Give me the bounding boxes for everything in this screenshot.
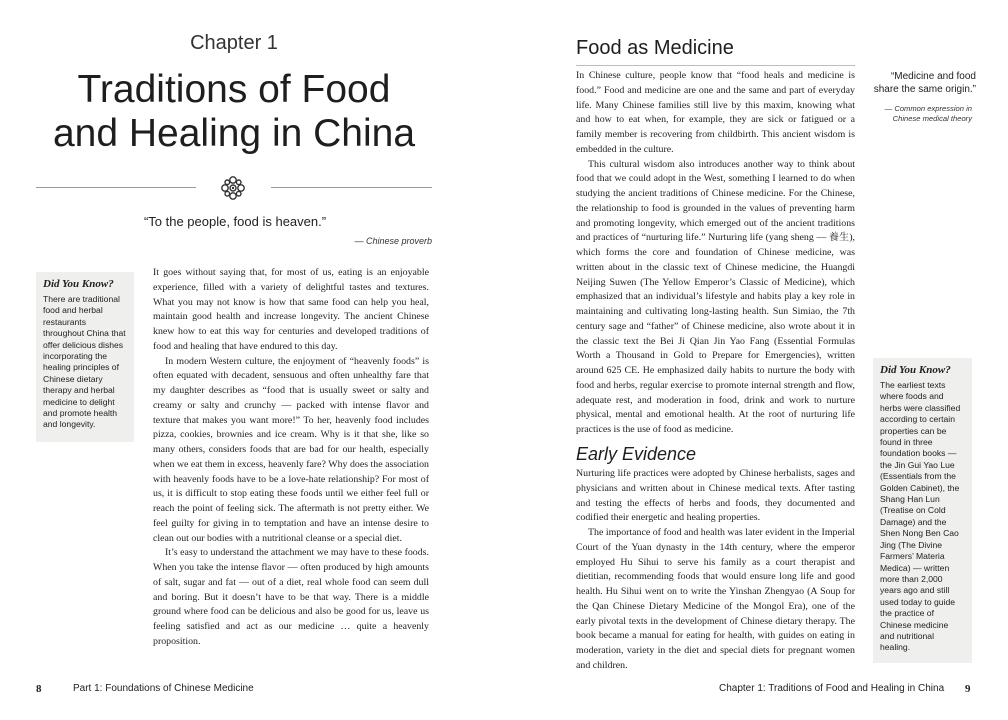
sidebar-body: There are traditional food and herbal restaurants throughout China that offer delicious dishes incorporating the healing principles of Chinese dietary therapy and herbal medicine to delight and promote health and longevity. [43,294,126,430]
page-number-left: 8 [36,683,42,695]
paragraph: In modern Western culture, the enjoyment of “heavenly foods” is often equated with decadent, sensuous and often unhealthy fare that my daughter describes as “food that is usually sweet or salty and creamy or salty and crunchy — packed with intense flavor and texture that makes you want more!” To her, heavenly food includes pizza, cookies, brownies and ice cream. Why is it that she, like so many others, considers foods that are bad for our health, especially when we eat them in excess, heavenly fare? Why does the association with heavenly foods have to be a love-hate relationship? For most of us, it is difficult to stop eating these foods until we either feel full or reach the point of feeling sick. The aftermath is not pretty either. We feel guilty for giving in to temptation and have an intense desire to clean out our bodies with a nutritional cleanse or a special diet. [153,355,429,544]
pull-quote-attribution: — Common expression in Chinese medical theory [884,104,972,123]
divider-left [36,187,196,188]
did-you-know-sidebar-left [36,272,134,442]
sidebar-title: Did You Know? [43,278,114,290]
right-body-text-2 [576,467,855,674]
running-head-right: Chapter 1: Traditions of Food and Healing in China [719,683,945,694]
pull-quote: “Medicine and food share the same origin.” [873,71,976,95]
page-number-right: 9 [965,683,971,695]
section-heading: Food as Medicine [576,37,734,59]
chapter-title-line-1: Traditions of Food [77,68,391,111]
chapter-title-line-2: and Healing in China [52,112,416,155]
epigraph: “To the people, food is heaven.” [143,214,327,229]
epigraph-attribution: — Chinese proverb [354,236,432,246]
paragraph: It’s easy to understand the attachment we may have to these foods. When you take the intense flavor — often produced by high amounts of salt, sugar and fat — out of a diet, real whole food can seem dull and boring. But it doesn’t have to be that way. There is a middle ground where food can be delicious and also be good for us, leave us feeling satisfied and act as our medicine … quite a heavenly proposition. [153,547,429,647]
paragraph: The importance of food and health was later evident in the Imperial Court of the Yuan dynasty in the 14th century, where the emperor employed Hu Sihui to serve his family as a court therapist and dietitian, recommending foods that would ensure long life and good health. Hu Sihui went on to write the Yinshan Zhengyao (A Soup for the Qan Chinese Dietary Medicine of the Mongol Era), one of the early pivotal texts in the development of Chinese dietary therapy. The book became a manual for eating for health, with guides on eating in moderation, variety in the diet and special diets for pregnant women and children. [576,527,855,671]
subheading: Early Evidence [576,444,697,464]
heading-rule [576,65,855,66]
paragraph: This cultural wisdom also introduces another way to think about food that we could adopt in the West, something I learned to do when studying the ancient traditions of Chinese medicine. For the Chinese, the relationship to food is grounded in the values of preventing harm and promoting longevity, which emerged out of the ancient traditions and practices of “nurturing life.” Nurturing life (yang sheng — 養生), which forms the core and foundation of Chinese medicine, was written about in the classic text of Chinese medicine, the Huangdi Neijing Suwen (The Yellow Emperor’s Classic of Medicine), which emphasized that an individual’s lifestyle and habits play a key role in maintaining and cultivating long-lasting health. Sun Simiao, the 7th century sage and “father” of Chinese medicine, also wrote about it in the classic text the Bei Ji Qian Jin Yao Fang (Essential Formulas Worth a Thousand in Gold to Prepare for Emergencies), written around 625 CE. He emphasized daily habits to nurture the body with food and herbs, regular exercise to promote internal strength and flow, adequate rest, and moderation in food, drink and work to nurture physical, mental and emotional health. At the root of nurturing life practices is the use of food as medicine. [576,158,855,435]
paragraph: Nurturing life practices were adopted by Chinese herbalists, sages and physicians and written about in Chinese medical texts. After tasting and testing the effects of herbs and foods, they documented and codified their energetic and healing properties. [576,468,855,524]
sidebar-body: The earliest texts where foods and herbs were classified according to certain properties can be found in three foundation books — the Jin Gui Yao Lue (Essentials from the Golden Cabinet), the Shang Han Lun (Treatise on Cold Damage) and the Shen Nong Ben Cao Jing (The Divine Farmers’ Materia Medica) — written more than 2,000 years ago and still used today to guide the practice of Chinese medicine and nutritional healing. [880,380,961,653]
paragraph: In Chinese culture, people know that “food heals and medicine is food.” Food and medicine are one and the same and part of everyday life. Many Chinese families still live by this maxim, knowing what and how to eat when, for example, they are sick or fatigued or a family member is recovering from childbirth. This ancient wisdom is embedded in the culture. [576,70,855,155]
chapter-title [36,68,432,156]
chapter-label: Chapter 1 [190,32,278,54]
did-you-know-sidebar-right [873,358,972,663]
sidebar-title: Did You Know? [880,364,951,376]
divider-right [271,187,432,188]
running-head-left: Part 1: Foundations of Chinese Medicine [73,683,254,694]
flower-ornament-icon [220,175,246,201]
left-body-text [153,266,429,650]
right-body-text [576,69,855,438]
paragraph: It goes without saying that, for most of us, eating is an enjoyable experience, filled with a variety of delightful tastes and textures. What you may not know is how that same food can help you heal, maintain good health and increase longevity. The ancient Chinese knew how to eat this way for centuries and developed traditions of food and healing that have endured to this day. [153,267,429,352]
